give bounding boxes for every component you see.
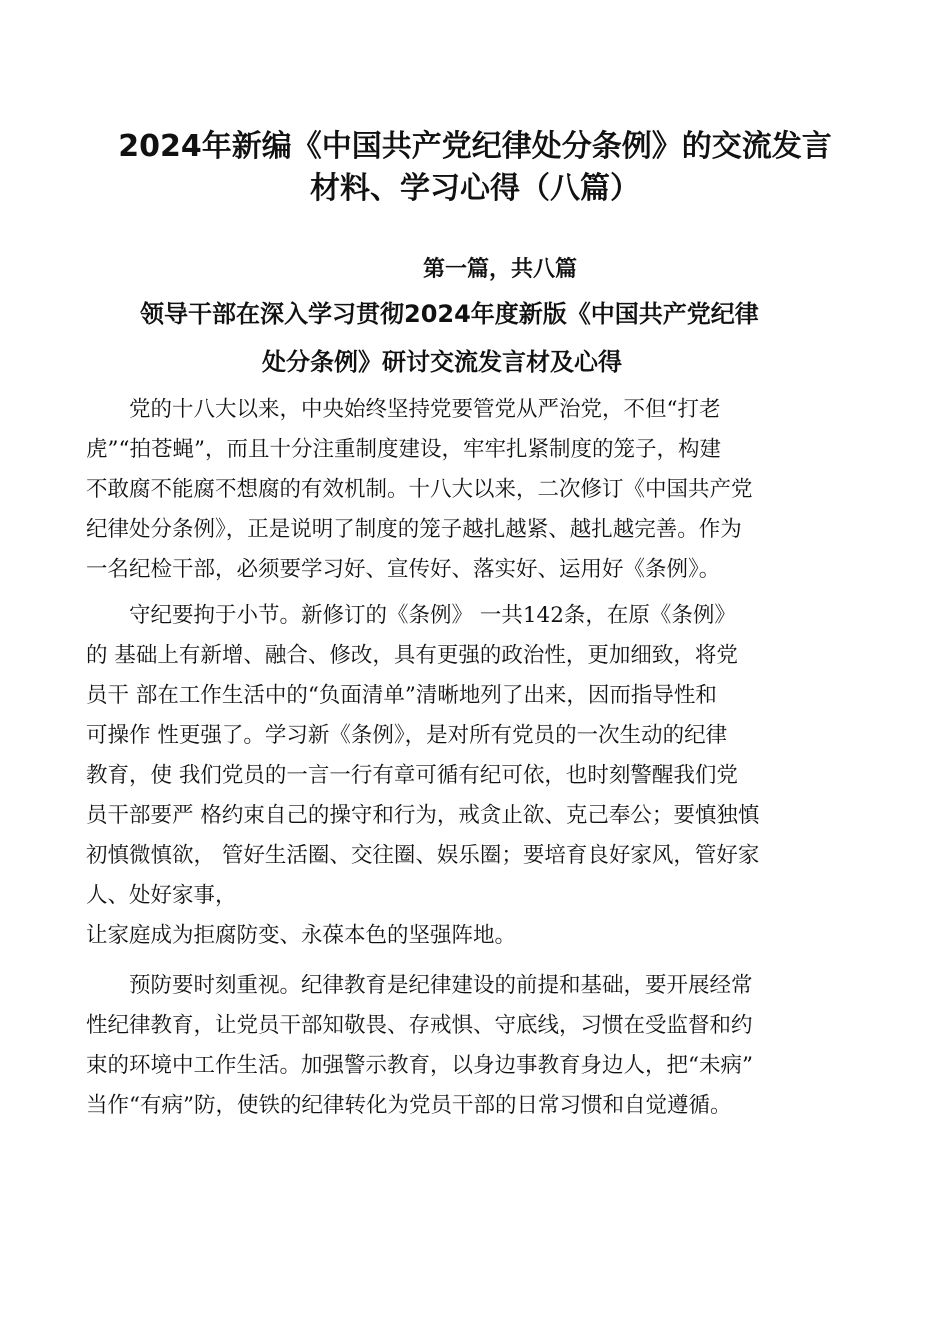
body-paragraph-3 (86, 966, 866, 1126)
paragraph-line: 束的环境中工作生活。加强警示教育，以身边事教育身边人，把“未病” (86, 1053, 753, 1078)
paragraph-line: 一名纪检干部，必须要学习好、宣传好、落实好、运用好《条例》。 (86, 557, 721, 582)
paragraph-line: 初慎微慎欲， 管好生活圈、交往圈、娱乐圈；要培育良好家风，管好家 (86, 843, 760, 868)
body-paragraph-1 (86, 390, 866, 590)
section-label: 第一篇，共八篇 (422, 257, 577, 282)
paragraph-line: 员干 部在工作生活中的“负面清单”清晰地列了出来，因而指导性和 (86, 683, 717, 708)
paragraph-line: 守纪要拘于小节。新修订的《条例》 一共142条，在原《条例》 (86, 603, 736, 628)
article-subtitle-line-1: 领导干部在深入学习贯彻2024年度新版《中国共产党纪律 (140, 300, 759, 328)
paragraph-line: 党的十八大以来，中央始终坚持党要管党从严治党，不但“打老 (86, 397, 721, 422)
paragraph-line: 人、处好家事， (86, 883, 237, 908)
paragraph-line: 性纪律教育，让党员干部知敬畏、存戒惧、守底线，习惯在受监督和约 (86, 1013, 753, 1038)
paragraph-line: 教育，使 我们党员的一言一行有章可循有纪可依，也时刻警醒我们党 (86, 763, 738, 788)
body-paragraph-2 (86, 596, 866, 956)
paragraph-line: 让家庭成为拒腐防变、永葆本色的坚强阵地。 (86, 923, 517, 948)
document-title-line-1: 2024年新编《中国共产党纪律处分条例》的交流发言 (118, 129, 832, 164)
paragraph-line: 不敢腐不能腐不想腐的有效机制。十八大以来，二次修订《中国共产党 (86, 477, 753, 502)
paragraph-line: 虎”“拍苍蝇”，而且十分注重制度建设，牢牢扎紧制度的笼子，构建 (86, 437, 721, 462)
paragraph-line: 当作“有病”防，使铁的纪律转化为党员干部的日常习惯和自觉遵循。 (86, 1093, 732, 1118)
paragraph-line: 员干部要严 格约束自己的操守和行为，戒贪止欲、克己奉公；要慎独慎 (86, 803, 760, 828)
paragraph-line: 预防要时刻重视。纪律教育是纪律建设的前提和基础，要开展经常 (86, 973, 753, 998)
document-title-line-2: 材料、学习心得（八篇） (310, 171, 640, 206)
paragraph-line: 的 基础上有新增、融合、修改，具有更强的政治性，更加细致，将党 (86, 643, 738, 668)
paragraph-line: 可操作 性更强了。学习新《条例》，是对所有党员的一次生动的纪律 (86, 723, 728, 748)
article-subtitle-line-2: 处分条例》研讨交流发言材及心得 (262, 348, 622, 376)
paragraph-line: 纪律处分条例》，正是说明了制度的笼子越扎越紧、越扎越完善。作为 (86, 517, 742, 542)
